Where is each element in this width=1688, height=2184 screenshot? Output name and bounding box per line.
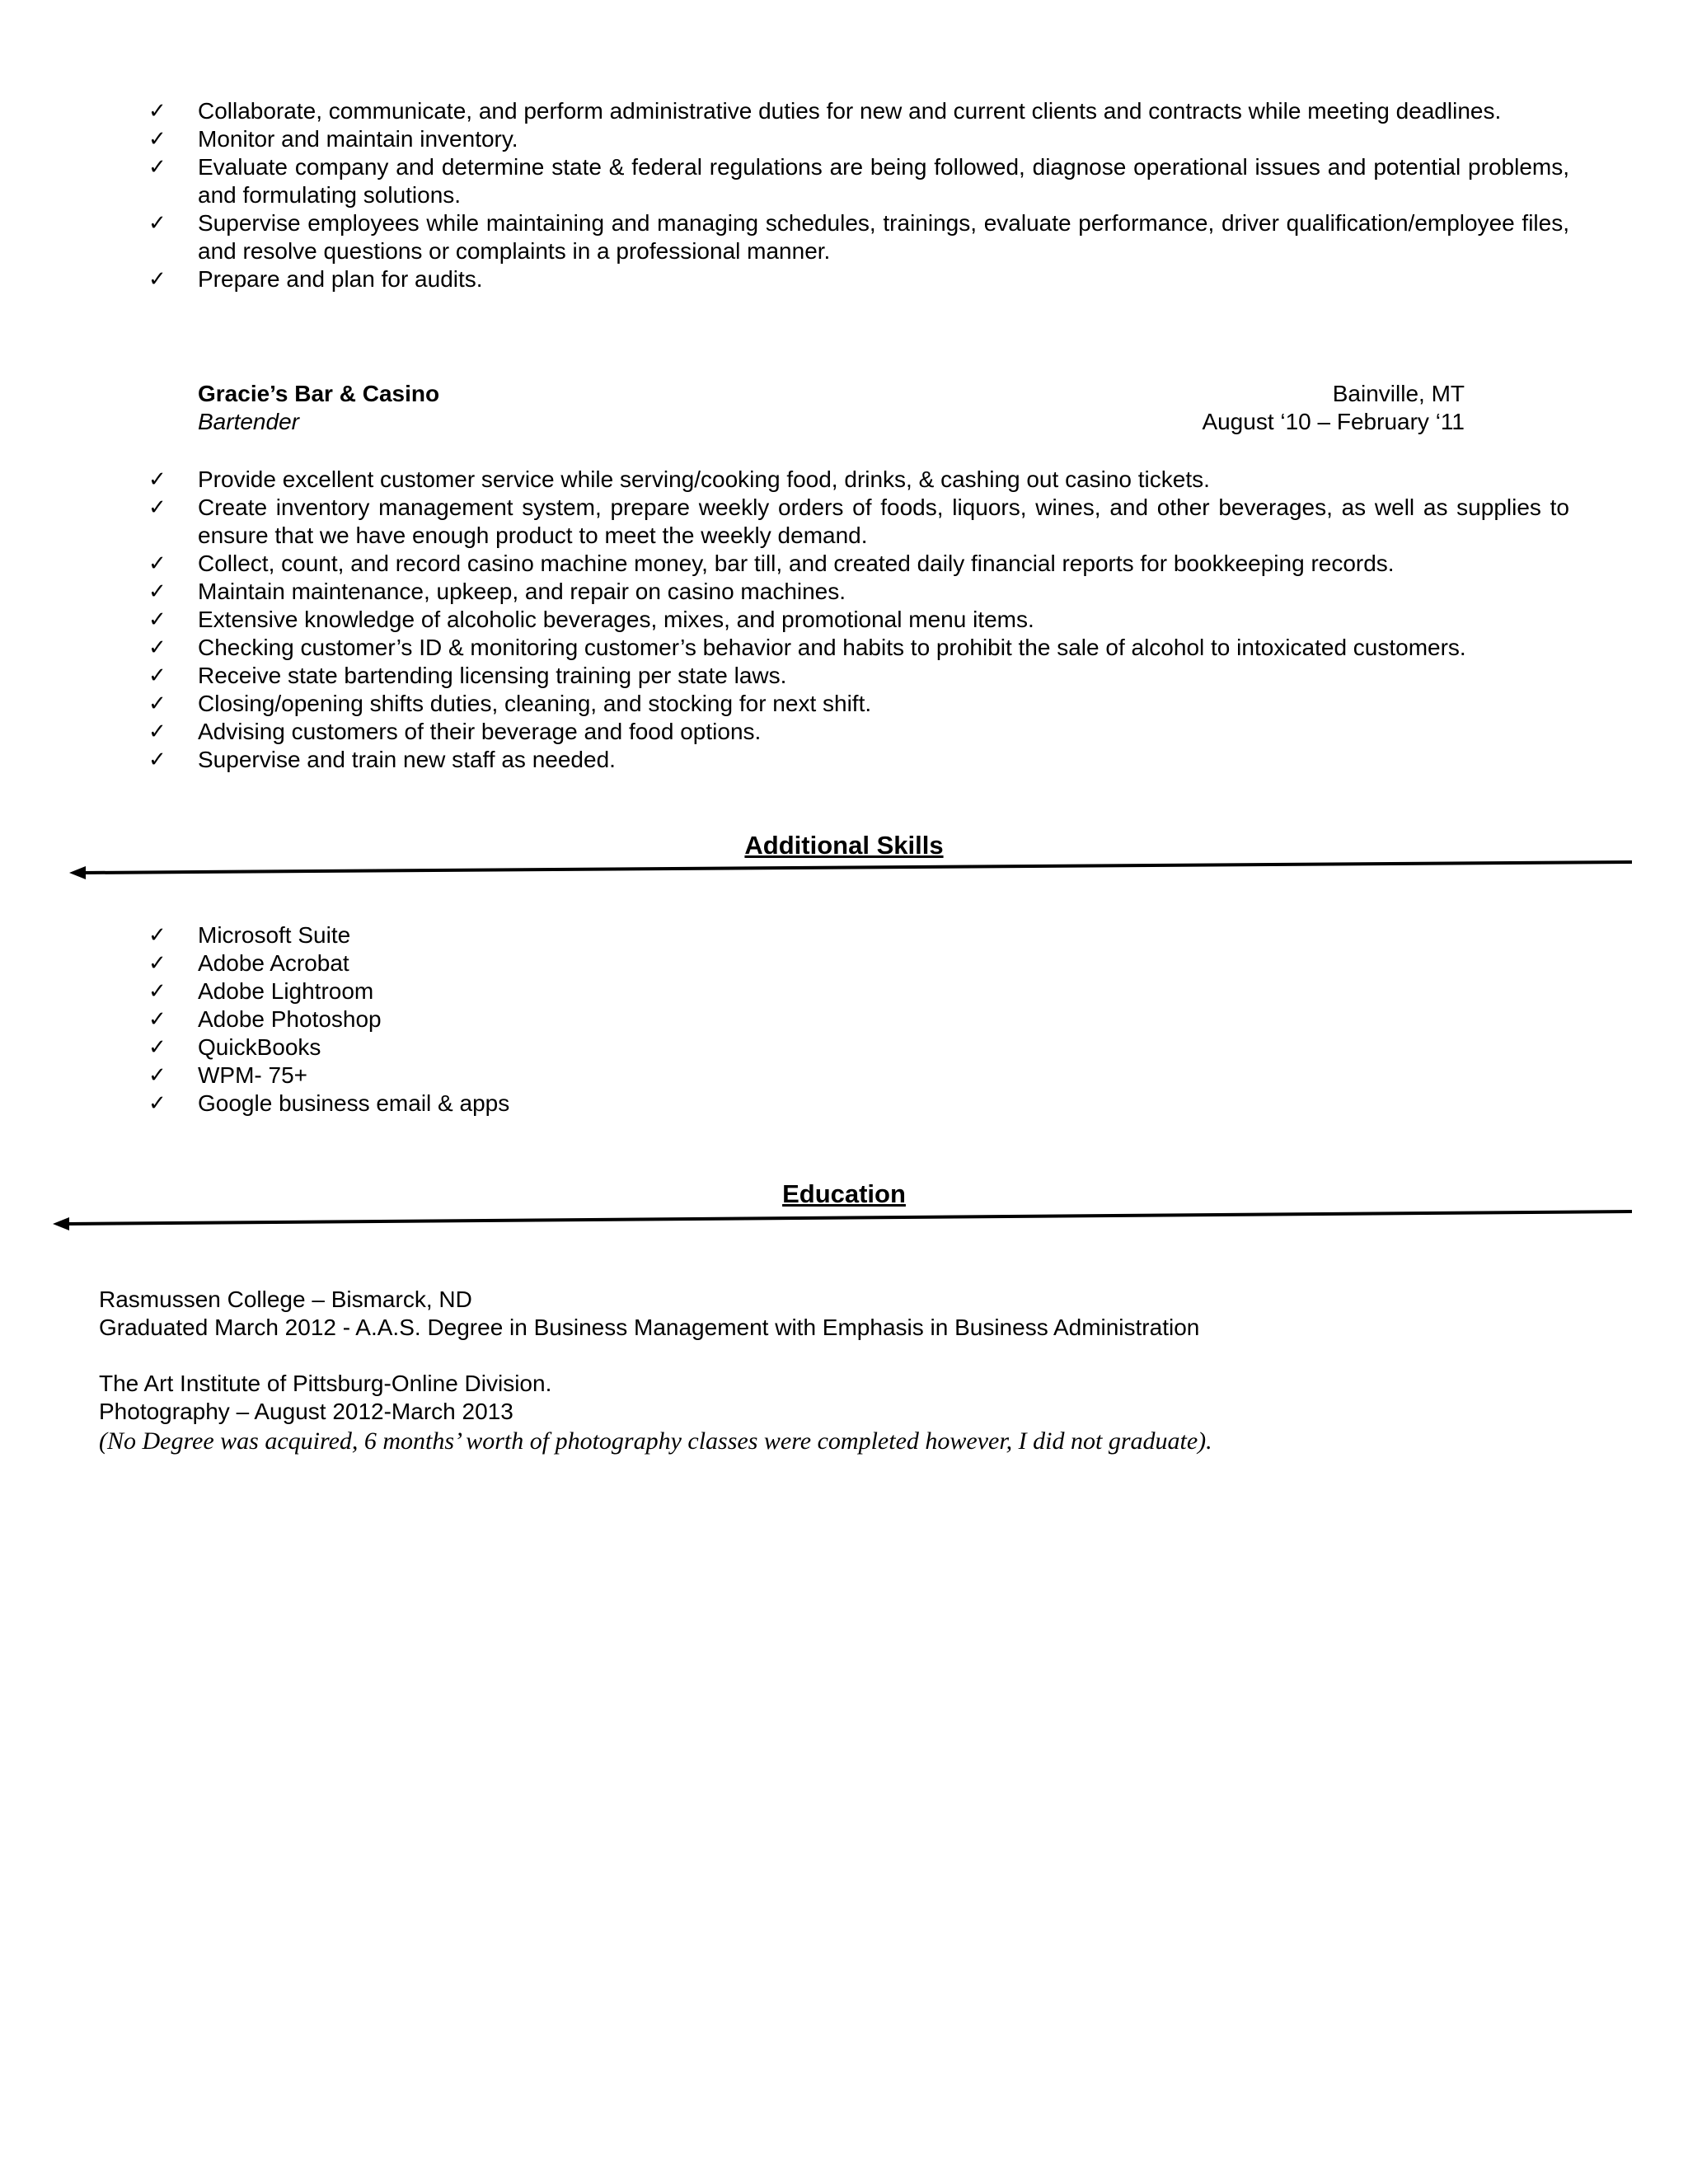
list-item: ✓ Advising customers of their beverage and food options. [148, 719, 762, 744]
list-item: ✓ Extensive knowledge of alcoholic beverages, mixes, and promotional menu items. [148, 607, 1034, 632]
checkmark-icon: ✓ [148, 1063, 166, 1088]
checkmark-icon: ✓ [148, 607, 166, 632]
education-divider-arrow [0, 1203, 1688, 1236]
school-detail: Photography – August 2012-March 2013 [99, 1399, 513, 1424]
list-item: ✓ WPM- 75+ [148, 1062, 308, 1088]
list-item: ✓ Checking customer’s ID & monitoring customer’s behavior and habits to prohibit the sale of alcohol to intoxicated customers. [148, 635, 1466, 660]
job-location: Bainville, MT [1332, 381, 1465, 406]
checkmark-icon: ✓ [148, 267, 166, 292]
list-item: ✓ QuickBooks [148, 1034, 321, 1060]
checkmark-icon: ✓ [148, 635, 166, 660]
arrowhead-icon [53, 1217, 69, 1230]
list-item: ✓ Supervise and train new staff as needed. [148, 747, 616, 772]
skills-heading: Additional Skills [744, 831, 944, 860]
job-title: Bartender [198, 409, 299, 434]
divider-line [68, 1212, 1632, 1224]
school-name: Rasmussen College – Bismarck, ND [99, 1286, 472, 1312]
education-details [99, 1286, 1582, 1457]
list-item: ✓ Adobe Acrobat [148, 950, 349, 976]
skills-list [0, 921, 1688, 1118]
job-duties-list [0, 466, 1688, 774]
school-note: (No Degree was acquired, 6 months’ worth of photography classes were completed however, I did not graduate). [99, 1427, 1212, 1455]
checkmark-icon: ✓ [148, 155, 166, 180]
checkmark-icon: ✓ [148, 211, 166, 236]
checkmark-icon: ✓ [148, 1091, 166, 1116]
arrowhead-icon [69, 866, 86, 879]
checkmark-icon: ✓ [148, 719, 166, 744]
company-name: Gracie’s Bar & Casino [198, 381, 440, 406]
checkmark-icon: ✓ [148, 99, 166, 124]
checkmark-icon: ✓ [148, 495, 166, 520]
school-name: The Art Institute of Pittsburg-Online Division. [99, 1371, 552, 1396]
checkmark-icon: ✓ [148, 467, 166, 492]
list-item: ✓ Evaluate company and determine state & federal regulations are being followed, diagnose operational issues and potential problems, and formulating solutions. [148, 154, 1569, 208]
list-item: ✓ Collaborate, communicate, and perform administrative duties for new and current clients and contracts while meeting deadlines. [148, 98, 1502, 124]
list-item: ✓ Closing/opening shifts duties, cleaning, and stocking for next shift. [148, 691, 872, 716]
checkmark-icon: ✓ [148, 127, 166, 152]
checkmark-icon: ✓ [148, 951, 166, 976]
list-item: ✓ Maintain maintenance, upkeep, and repair on casino machines. [148, 579, 846, 604]
list-item: ✓ Create inventory management system, prepare weekly orders of foods, liquors, wines, and other beverages, as well as supplies to ensure that we have enough product to meet the weekly demand. [148, 494, 1569, 548]
list-item: ✓ Prepare and plan for audits. [148, 266, 483, 292]
list-item: ✓ Adobe Photoshop [148, 1006, 382, 1032]
skills-divider-arrow [0, 853, 1688, 886]
checkmark-icon: ✓ [148, 923, 166, 948]
job-header [198, 380, 1465, 436]
checkmark-icon: ✓ [148, 979, 166, 1004]
list-item: ✓ Adobe Lightroom [148, 978, 374, 1004]
checkmark-icon: ✓ [148, 748, 166, 772]
list-item: ✓ Microsoft Suite [148, 922, 351, 948]
job-dates: August ‘10 – February ‘11 [1202, 409, 1465, 434]
list-item: ✓ Receive state bartending licensing training per state laws. [148, 663, 787, 688]
list-item: ✓ Provide excellent customer service while serving/cooking food, drinks, & cashing out casino tickets. [148, 466, 1210, 492]
checkmark-icon: ✓ [148, 1007, 166, 1032]
checkmark-icon: ✓ [148, 579, 166, 604]
school-detail: Graduated March 2012 - A.A.S. Degree in Business Management with Emphasis in Business Administration [99, 1315, 1200, 1340]
list-item: ✓ Collect, count, and record casino machine money, bar till, and created daily financial reports for bookkeeping records. [148, 551, 1395, 576]
checkmark-icon: ✓ [148, 663, 166, 688]
divider-line [82, 862, 1632, 873]
list-item: ✓ Google business email & apps [148, 1090, 510, 1116]
checkmark-icon: ✓ [148, 551, 166, 576]
previous-job-duties-list [0, 97, 1688, 293]
checkmark-icon: ✓ [148, 691, 166, 716]
checkmark-icon: ✓ [148, 1035, 166, 1060]
list-item: ✓ Monitor and maintain inventory. [148, 126, 518, 152]
list-item: ✓ Supervise employees while maintaining and managing schedules, trainings, evaluate performance, driver qualification/employee files, and resolve questions or complaints in a professional manner. [148, 210, 1569, 264]
education-heading: Education [782, 1179, 906, 1208]
